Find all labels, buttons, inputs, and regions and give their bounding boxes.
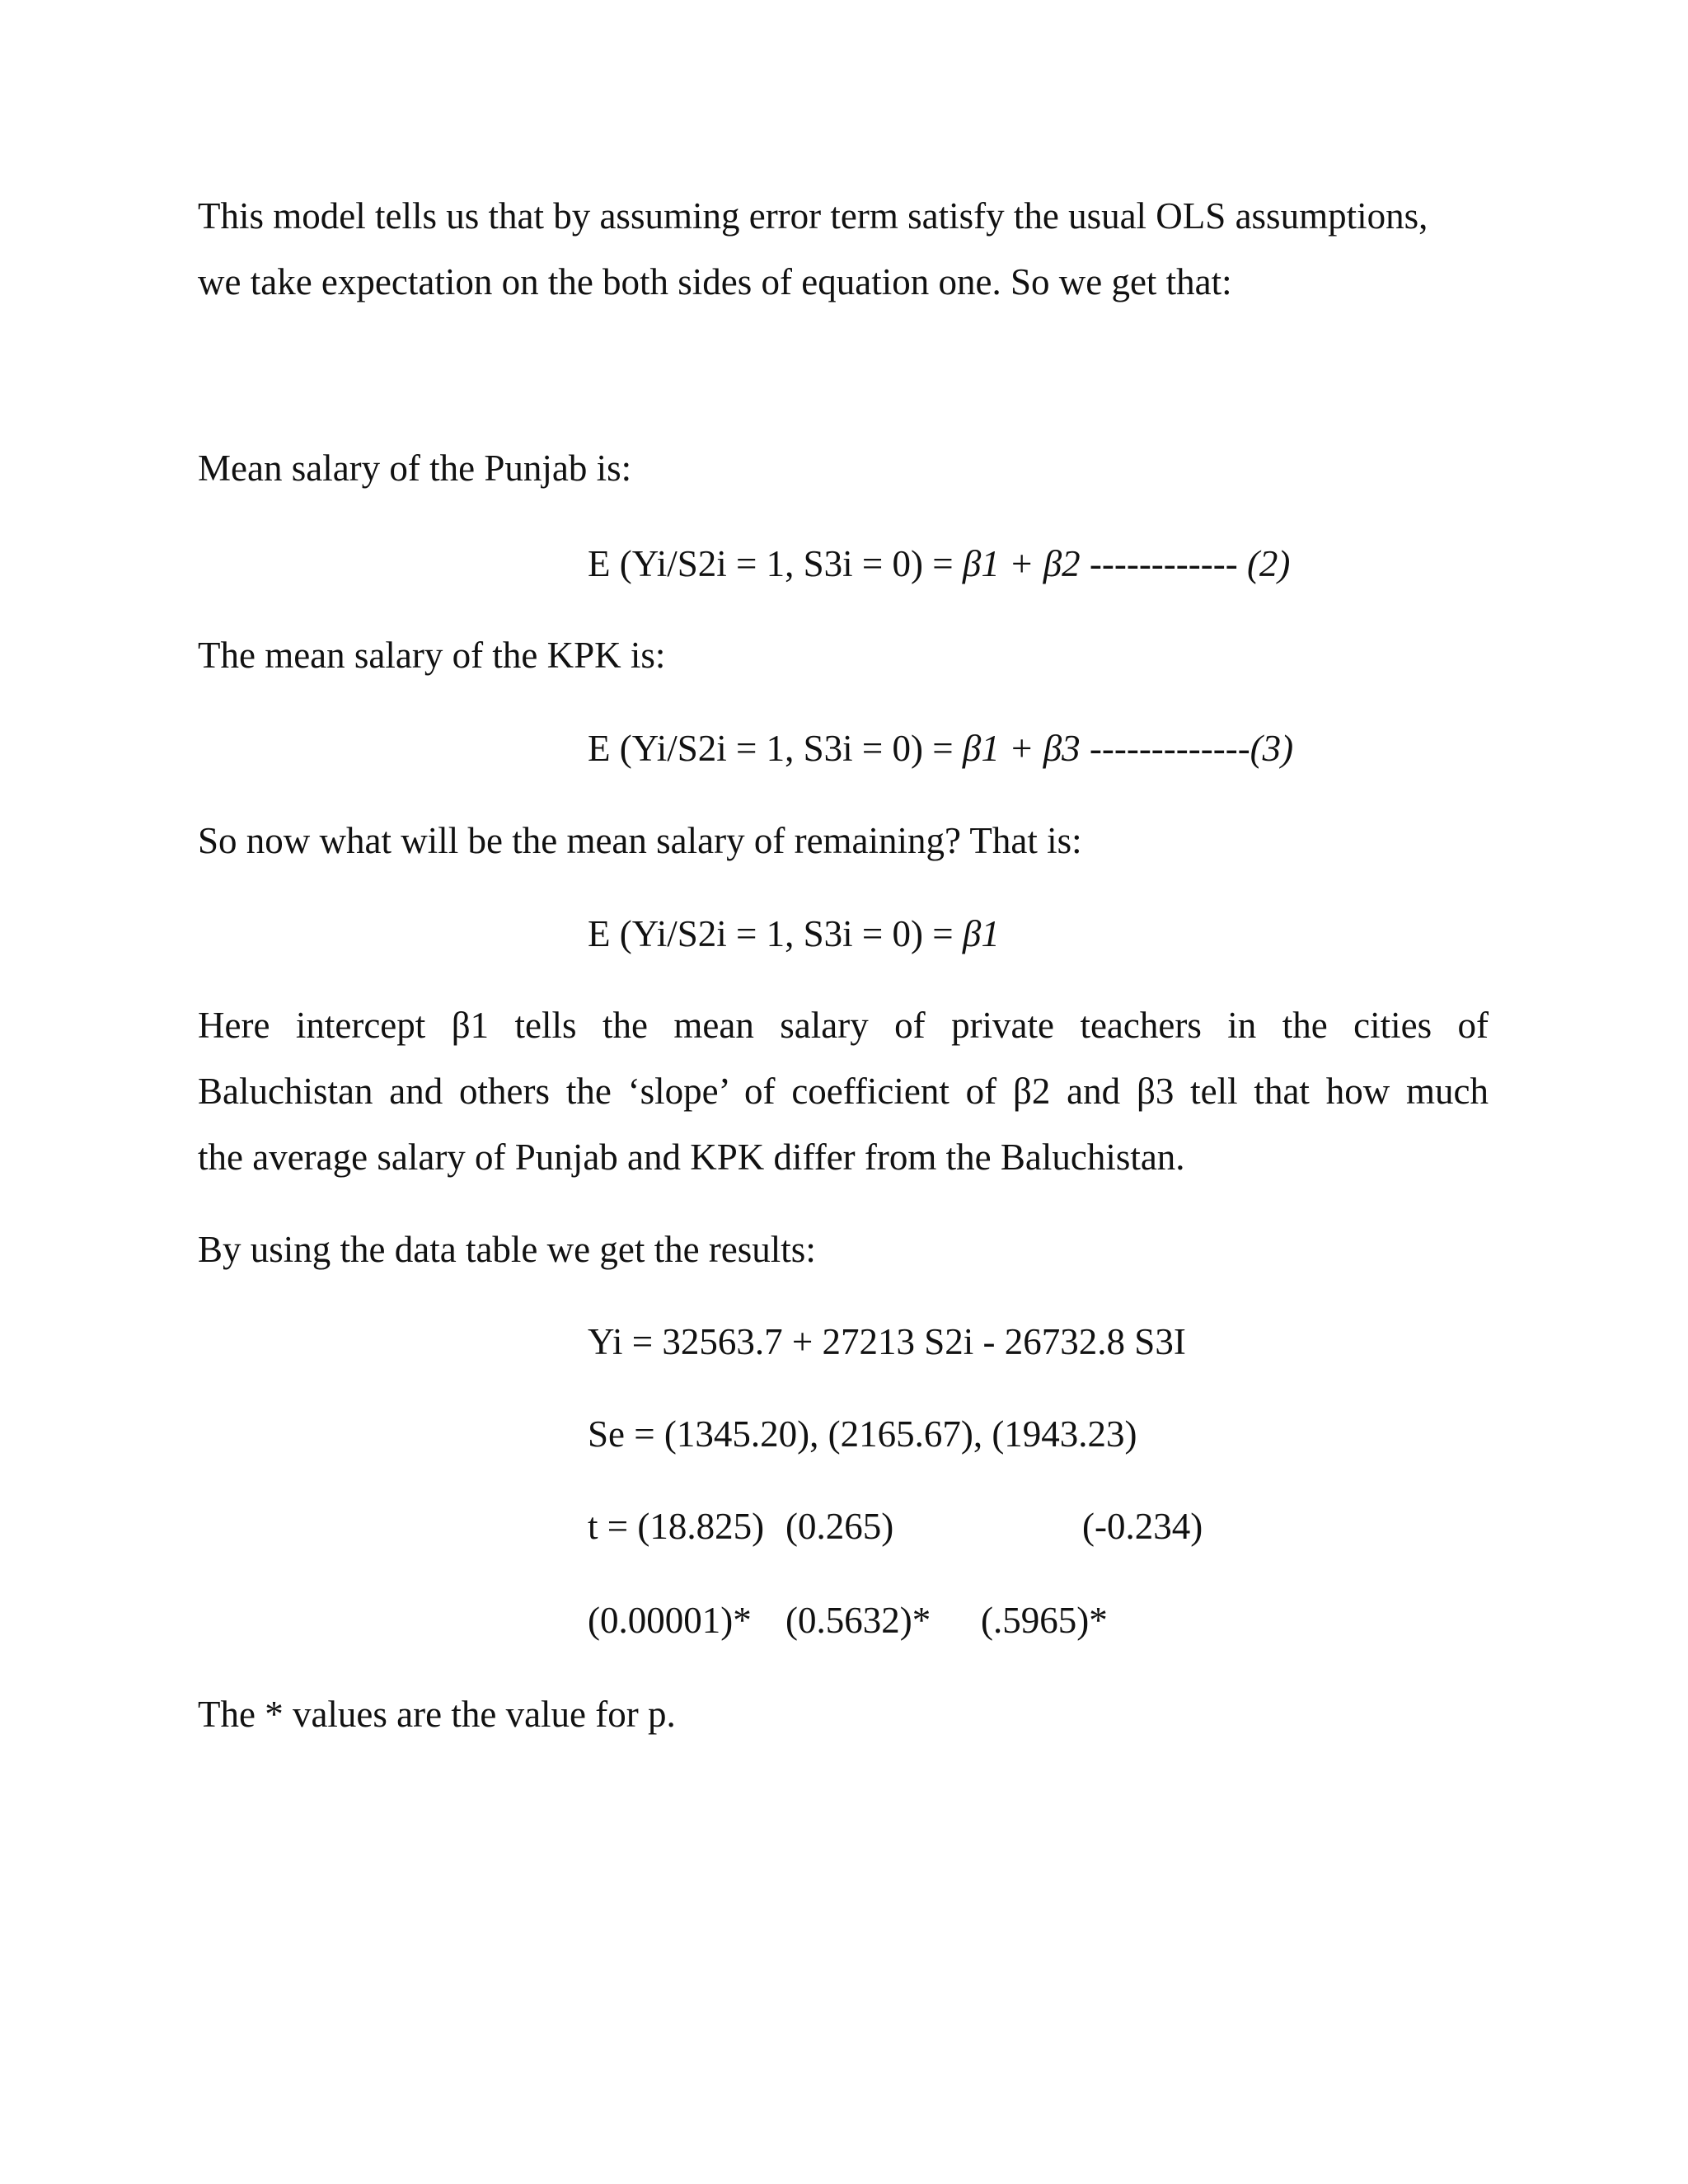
- t-value-1: t = (18.825): [588, 1506, 765, 1547]
- intro-line-2: we take expectation on the both sides of equation one. So we get that:: [198, 261, 1232, 302]
- punjab-equation: [588, 539, 1290, 588]
- interpretation-line-3: the average salary of Punjab and KPK differ from the Baluchistan.: [198, 1137, 1185, 1178]
- intro-line-1: This model tells us that by assuming error term satisfy the usual OLS assumptions,: [198, 195, 1428, 237]
- punjab-equation-rhs: β1 + β2: [962, 543, 1081, 584]
- kpk-label: The mean salary of the KPK is:: [198, 635, 666, 676]
- t-value-3: (-0.234): [1082, 1506, 1203, 1547]
- punjab-equation-tag: ------------ (2): [1080, 543, 1291, 584]
- p-value-3: (.5965)*: [981, 1600, 1108, 1641]
- standard-errors: Se = (1345.20), (2165.67), (1943.23): [588, 1413, 1137, 1455]
- kpk-equation-lhs: E (Yi/S2i = 1, S3i = 0) =: [588, 728, 963, 769]
- remaining-label: So now what will be the mean salary of remaining? That is:: [198, 820, 1082, 861]
- remaining-equation-lhs: E (Yi/S2i = 1, S3i = 0) =: [588, 913, 963, 954]
- remaining-equation-rhs: β1: [962, 913, 1000, 954]
- p-value-1: (0.00001)*: [588, 1600, 752, 1641]
- interpretation-line-2: Baluchistan and others the ‘slope’ of coefficient of β2 and β3 tell that how much: [198, 1071, 1489, 1112]
- punjab-label: Mean salary of the Punjab is:: [198, 448, 632, 489]
- interpretation-line-1: Here intercept β1 tells the mean salary of private teachers in the cities of: [198, 1005, 1489, 1046]
- footnote: The * values are the value for p.: [198, 1694, 676, 1735]
- regression-equation: Yi = 32563.7 + 27213 S2i - 26732.8 S3I: [588, 1321, 1186, 1362]
- kpk-equation: [588, 724, 1293, 773]
- remaining-equation: [588, 909, 1000, 958]
- results-label: By using the data table we get the results:: [198, 1229, 816, 1270]
- punjab-equation-lhs: E (Yi/S2i = 1, S3i = 0) =: [588, 543, 963, 584]
- p-value-2: (0.5632)*: [785, 1600, 931, 1641]
- kpk-equation-rhs: β1 + β3: [962, 728, 1081, 769]
- kpk-equation-tag: -------------(3): [1080, 728, 1294, 769]
- t-value-2: (0.265): [785, 1506, 894, 1547]
